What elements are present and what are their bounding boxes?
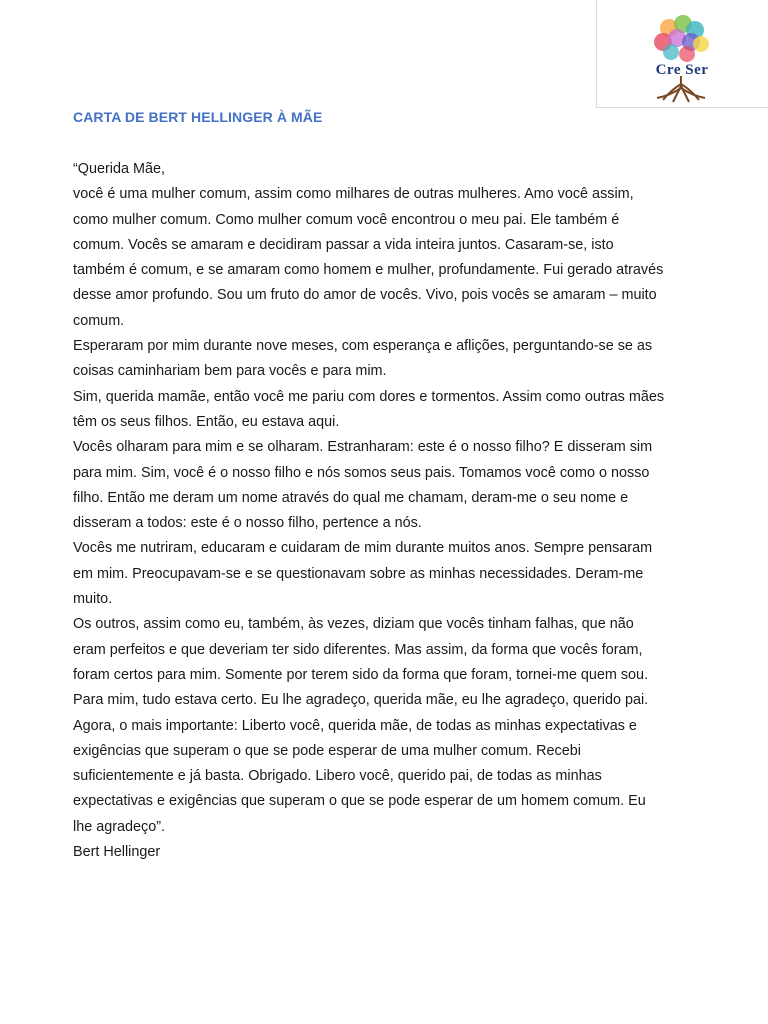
tree-logo-icon xyxy=(641,14,721,104)
letter-body xyxy=(73,157,723,865)
letter-line: eram perfeitos e que deveriam ter sido diferentes. Mas assim, da forma que vocês foram, xyxy=(73,641,643,658)
letter-line: exigências que superam o que se pode esperar de uma mulher comum. Recebi xyxy=(73,742,581,759)
letter-line: Para mim, tudo estava certo. Eu lhe agradeço, querida mãe, eu lhe agradeço, querido pai. xyxy=(73,692,649,709)
letter-line: disseram a todos: este é o nosso filho, pertence a nós. xyxy=(73,515,422,532)
letter-line: suficientemente e já basta. Obrigado. Libero você, querido pai, de todas as minhas xyxy=(73,768,602,785)
logo-box xyxy=(596,0,768,108)
letter-line: Sim, querida mamãe, então você me pariu com dores e tormentos. Assim como outras mães xyxy=(73,388,665,405)
letter-line: foram certos para mim. Somente por terem sido da forma que foram, tornei-me quem sou. xyxy=(73,666,649,683)
letter-line: expectativas e exigências que superam o que se pode esperar de um homem comum. Eu xyxy=(73,793,646,810)
letter-line: você é uma mulher comum, assim como milhares de outras mulheres. Amo você assim, xyxy=(73,186,634,203)
letter-line: desse amor profundo. Sou um fruto do amor de vocês. Vivo, pois vocês se amaram – muito xyxy=(73,287,657,304)
letter-line: para mim. Sim, você é o nosso filho e nós somos seus pais. Tomamos você como o nosso xyxy=(73,464,650,481)
letter-line: Esperaram por mim durante nove meses, com esperança e aflições, perguntando-se se as xyxy=(73,338,653,355)
letter-line: comum. Vocês se amaram e decidiram passar a vida inteira juntos. Casaram-se, isto xyxy=(73,236,614,253)
logo-text: Cre Ser xyxy=(655,62,709,78)
tree-canopy xyxy=(654,15,709,62)
letter-signature: Bert Hellinger xyxy=(73,844,161,861)
letter-line: também é comum, e se amaram como homem e mulher, profundamente. Fui gerado através xyxy=(73,262,664,279)
letter-line: Vocês olharam para mim e se olharam. Estranharam: este é o nosso filho? E disseram sim xyxy=(73,439,653,456)
letter-line: muito. xyxy=(73,591,113,608)
letter-line: lhe agradeço”. xyxy=(73,818,166,835)
letter-line: “Querida Mãe, xyxy=(73,161,165,177)
letter-line: têm os seus filhos. Então, eu estava aqui. xyxy=(73,413,340,430)
letter-line: em mim. Preocupavam-se e se questionavam sobre as minhas necessidades. Deram-me xyxy=(73,565,644,582)
letter-line: filho. Então me deram um nome através do qual me chamam, deram-me o seu nome e xyxy=(73,489,629,506)
letter-line: Vocês me nutriram, educaram e cuidaram de mim durante muitos anos. Sempre pensaram xyxy=(73,540,653,557)
document-title: CARTA DE BERT HELLINGER À MÃE xyxy=(73,109,323,125)
letter-line: Os outros, assim como eu, também, às vezes, diziam que vocês tinham falhas, que não xyxy=(73,616,634,633)
letter-line: como mulher comum. Como mulher comum você encontrou o meu pai. Ele também é xyxy=(73,211,620,228)
letter-line: Agora, o mais importante: Liberto você, querida mãe, de todas as minhas expectativas e xyxy=(73,717,637,734)
tree-roots xyxy=(657,76,705,102)
letter-line: coisas caminhariam bem para vocês e para mim. xyxy=(73,363,387,380)
letter-line: comum. xyxy=(73,312,125,329)
